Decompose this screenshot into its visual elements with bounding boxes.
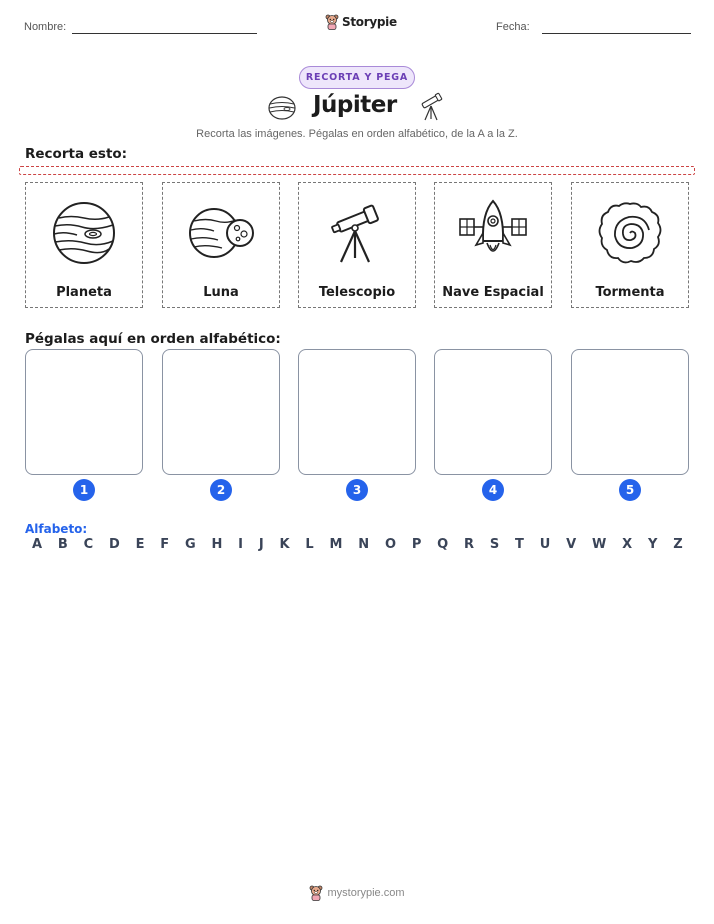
cut-card-label: Telescopio	[318, 285, 396, 300]
paste-box-4[interactable]	[434, 349, 552, 475]
instructions: Recorta las imágenes. Pégalas en orden alfabético, de la A a la Z.	[196, 128, 518, 140]
alphabet-letter: T	[515, 537, 524, 552]
storypie-logo	[325, 14, 397, 30]
cut-card-label: Tormenta	[595, 285, 665, 300]
alphabet-letter: C	[83, 537, 94, 552]
alphabet-letter: B	[57, 537, 68, 552]
paste-box-2[interactable]	[162, 349, 280, 475]
alphabet-letter: S	[489, 537, 500, 552]
cut-card-telescopio[interactable]	[298, 182, 416, 308]
cut-card-label: Luna	[203, 285, 239, 300]
moon-icon	[184, 201, 258, 265]
alphabet-letter: V	[566, 537, 577, 552]
cut-card-luna[interactable]	[162, 182, 280, 308]
footer	[0, 885, 714, 901]
cut-card-planeta[interactable]	[25, 182, 143, 308]
title-row	[0, 92, 714, 126]
number-badge-3: 3	[346, 479, 368, 501]
telescope-icon	[327, 200, 387, 266]
alphabet-letter: O	[384, 537, 396, 552]
cut-card-tormenta[interactable]	[571, 182, 689, 308]
footer-url: mystorypie.com	[327, 887, 405, 899]
spaceship-icon	[457, 197, 529, 269]
logo-text: Storypie	[342, 15, 397, 29]
cut-line	[19, 166, 695, 175]
alphabet-letter: L	[305, 537, 314, 552]
alphabet-letter: P	[411, 537, 422, 552]
bear-mascot-icon	[309, 885, 323, 901]
paste-section-title: Pégalas aquí en orden alfabético:	[25, 331, 281, 347]
alphabet-letter: Y	[647, 537, 658, 552]
cut-section-title: Recorta esto:	[25, 146, 128, 162]
bear-mascot-icon	[325, 14, 339, 30]
planet-small-icon	[266, 95, 298, 121]
alphabet-letter: G	[184, 537, 196, 552]
alphabet-title: Alfabeto:	[25, 522, 88, 536]
cut-card-label: Planeta	[56, 285, 112, 300]
header	[0, 14, 714, 44]
alphabet-letter: I	[238, 537, 244, 552]
paste-box-1[interactable]	[25, 349, 143, 475]
alphabet-letter: N	[358, 537, 370, 552]
alphabet-letter: A	[32, 537, 43, 552]
date-label: Fecha:	[496, 21, 530, 33]
alphabet-letter: H	[211, 537, 223, 552]
cut-card-nave-espacial[interactable]	[434, 182, 552, 308]
telescope-small-icon	[416, 92, 446, 122]
page-title: Júpiter	[313, 92, 397, 118]
alphabet-letter: K	[279, 537, 290, 552]
activity-badge: RECORTA Y PEGA	[299, 66, 415, 89]
paste-box-3[interactable]	[298, 349, 416, 475]
number-badge-4: 4	[482, 479, 504, 501]
name-field[interactable]	[72, 33, 257, 34]
alphabet-letter: W	[591, 537, 607, 552]
planet-icon	[49, 198, 119, 268]
alphabet-letter: E	[135, 537, 145, 552]
alphabet-letter: Q	[437, 537, 449, 552]
alphabet-letter: M	[329, 537, 343, 552]
storm-icon	[597, 200, 663, 266]
alphabet-letter: U	[539, 537, 551, 552]
alphabet-letter: R	[464, 537, 475, 552]
alphabet-row	[25, 537, 689, 552]
number-badge-1: 1	[73, 479, 95, 501]
alphabet-letter: Z	[673, 537, 683, 552]
number-badge-2: 2	[210, 479, 232, 501]
alphabet-letter: J	[258, 537, 264, 552]
number-badge-5: 5	[619, 479, 641, 501]
alphabet-letter: X	[622, 537, 633, 552]
cut-card-label: Nave Espacial	[442, 285, 544, 300]
name-label: Nombre:	[24, 21, 67, 33]
alphabet-letter: D	[108, 537, 120, 552]
paste-box-5[interactable]	[571, 349, 689, 475]
date-field[interactable]	[542, 33, 691, 34]
alphabet-letter: F	[160, 537, 170, 552]
